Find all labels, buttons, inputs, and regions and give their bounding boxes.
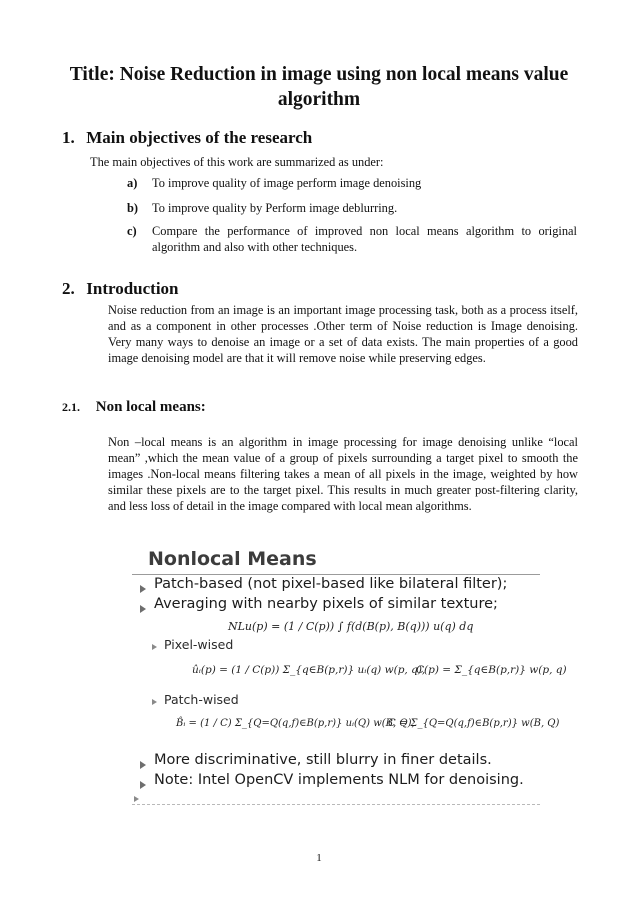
objective-label-c: c): [127, 224, 137, 238]
objective-item-b: [127, 200, 577, 216]
sub-bullet-arrow-icon: [152, 644, 157, 650]
objective-text-c: Compare the performance of improved non local means algorithm to original algorithm and also with other techniques.: [152, 224, 577, 254]
figure-subbullet-pixel-wised: Pixel-wised: [164, 637, 234, 652]
section-1-heading: [62, 128, 312, 148]
section-1-number: 1.: [62, 128, 75, 147]
objective-text-b: To improve quality by Perform image deblurring.: [152, 201, 398, 215]
equation-patch-wised-a: B̂ᵢ = (1 / C) Σ_{Q=Q(q,f)∈B(p,r)} uᵢ(Q) w(B, Q),: [176, 718, 415, 729]
sub-bullet-arrow-icon: [152, 699, 157, 705]
bullet-arrow-icon: [140, 605, 146, 613]
equation-patch-wised-b: C = Σ_{Q=Q(q,f)∈B(p,r)} w(B, Q): [388, 718, 560, 729]
objective-label-b: b): [127, 201, 139, 215]
objective-item-c: [127, 223, 577, 255]
objective-label-a: a): [127, 176, 138, 190]
section-2-title: Introduction: [86, 279, 179, 298]
equation-nlu: NLu(p) = (1 / C(p)) ∫ f(d(B(p), B(q))) u(q) dq: [228, 620, 474, 633]
empty-bullet-arrow-icon: [134, 796, 139, 802]
figure-bullet-patch-based: Patch-based (not pixel-based like bilateral filter);: [154, 576, 508, 592]
section-2-1-heading: [62, 398, 206, 416]
figure-subbullet-patch-wised: Patch-wised: [164, 692, 239, 707]
introduction-paragraph: Noise reduction from an image is an important image processing task, both as a process itself, and as a component in other processes .Other term of Noise reduction is Image denoising. Very many ways to denoise an image or a set of data exists. The main properties of a good image denoising model are that it will remove noise while preserving edges.: [108, 303, 578, 365]
figure-title-rule: [132, 574, 540, 575]
figure-bullet-discriminative: More discriminative, still blurry in finer details.: [154, 752, 492, 768]
page-number: 1: [316, 852, 322, 864]
figure-bullet-opencv-note: Note: Intel OpenCV implements NLM for denoising.: [154, 772, 524, 788]
bullet-arrow-icon: [140, 781, 146, 789]
nonlocal-means-figure: [126, 538, 567, 814]
objective-text-a: To improve quality of image perform image denoising: [152, 176, 422, 190]
section-2-1-title: Non local means:: [95, 399, 206, 415]
bullet-arrow-icon: [140, 585, 146, 593]
figure-title: Nonlocal Means: [148, 548, 317, 570]
equation-pixel-wised-a: ûᵢ(p) = (1 / C(p)) Σ_{q∈B(p,r)} uᵢ(q) w(p, q),: [192, 664, 426, 676]
figure-bullet-averaging: Averaging with nearby pixels of similar texture;: [154, 596, 498, 612]
section-2-1-number: 2.1.: [62, 400, 80, 414]
objective-item-a: [127, 175, 577, 191]
document-title: Title: Noise Reduction in image using non local means value algorithm: [69, 64, 569, 110]
section-1-intro: The main objectives of this work are summarized as under:: [90, 155, 384, 169]
equation-pixel-wised-b: C(p) = Σ_{q∈B(p,r)} w(p, q): [416, 664, 567, 676]
non-local-means-paragraph: Non –local means is an algorithm in image processing for image denoising unlike “local mean” ,which the mean value of a group of pixels surrounding a target pixel to smooth the images .Non-local means filtering takes a mean of all pixels in the image, weighted by how similar these pixels are to the target pixel. This results in much greater post-filtering clarity, and less loss of detail in the image compared with local mean algorithms.: [108, 435, 578, 513]
figure-bottom-rule: [132, 804, 540, 805]
section-2-number: 2.: [62, 279, 75, 298]
bullet-arrow-icon: [140, 761, 146, 769]
section-1-title: Main objectives of the research: [86, 128, 313, 147]
section-2-heading: [62, 279, 179, 299]
